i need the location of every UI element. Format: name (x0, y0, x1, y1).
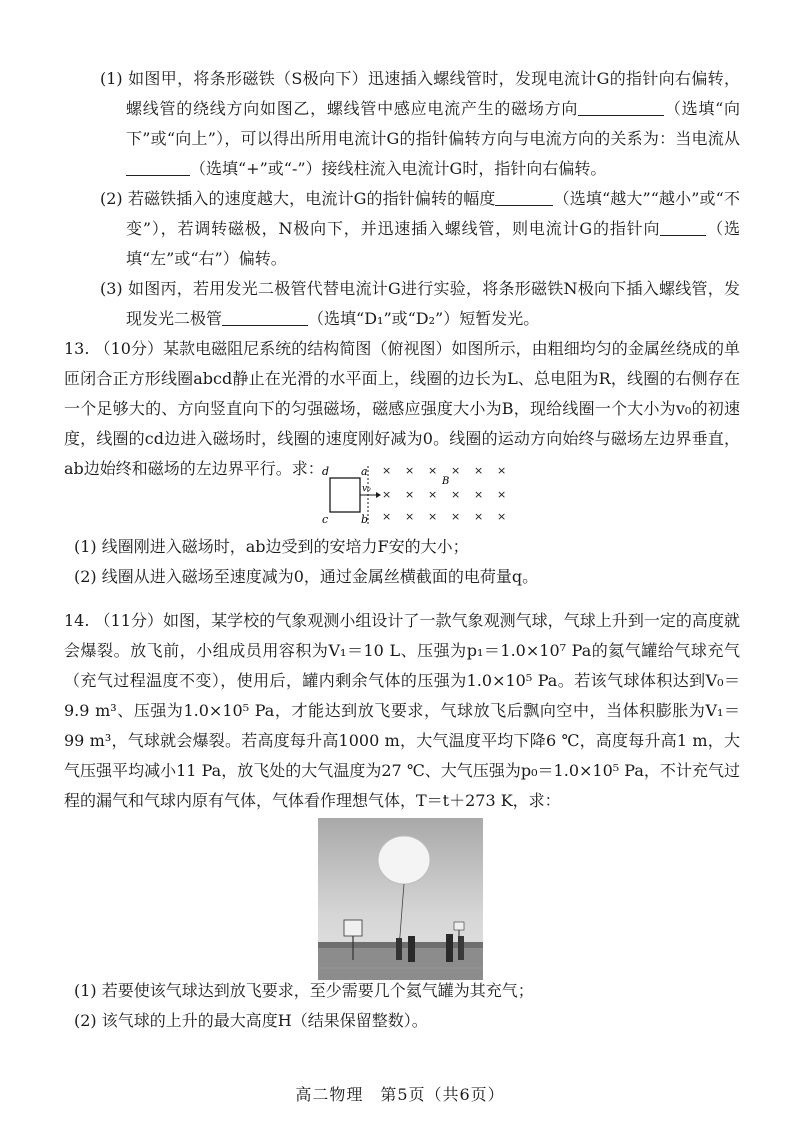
label-a: a (361, 465, 368, 478)
weather-balloon-photo (318, 818, 483, 980)
svg-text:×: × (451, 510, 461, 523)
q14-sub1: (1) 若要使该气球达到放飞要求，至少需要几个氦气罐为其充气； (74, 981, 534, 1000)
q13-sub1: (1) 线圈刚进入磁场时，ab边受到的安培力F安的大小； (74, 537, 469, 556)
svg-text:×: × (474, 488, 484, 501)
q13-figure (318, 462, 518, 528)
q12-part1-text-b: （选填“向下”或“向上”），可以得出所用电流计G的指针偏转方向与电流方向的关系为：当电流从 (126, 99, 740, 148)
label-c: c (322, 513, 329, 526)
q14-stem: 14. （11分）如图，某学校的气象观测小组设计了一款气象观测气球，气球上升到一定的高度就会爆裂。放飞前，小组成员用容积为V₁＝10 L、压强为p₁＝1.0×10⁷ Pa的氦气罐给气球充气（充气过程温度不变），使用后，罐内剩余气体的压强为1.0×10⁵ Pa。若该气球体积达到V₀＝9.9 m³、压强为1.0×10⁵ Pa，才能达到放飞要求，气球放飞后飘向空中，当体积膨胀为V₁＝99 m³，气球就会爆裂。若高度每升高1000 m，大气温度平均下降6 ℃，高度每升高1 m，大气压强平均减小11 Pa，放飞处的大气温度为27 ℃、大气压强为p₀＝1.0×10⁵ Pa，不计充气过程的漏气和气球内原有气体，气体看作理想气体，T＝t＋273 K，求： (64, 611, 740, 810)
svg-text:×: × (497, 510, 507, 523)
velocity-arrowhead (376, 492, 381, 498)
q12-part1-text: (1) 如图甲，将条形磁铁（S极向下）迅速插入螺线管时，发现电流计G的指针向右偏转，螺线管的绕线方向如图乙，螺线管中感应电流产生的磁场方向 (100, 69, 740, 118)
q12-part1 (100, 64, 740, 184)
q12-part3 (100, 274, 740, 334)
svg-text:×: × (382, 510, 392, 523)
balloon-shape (378, 836, 430, 884)
svg-text:×: × (428, 510, 438, 523)
svg-text:×: × (451, 488, 461, 501)
svg-text:×: × (428, 464, 438, 477)
q12-blank-1[interactable] (578, 97, 664, 116)
q12-part3-text-b: （选填“D₁”或“D₂”）短暂发光。 (308, 309, 540, 328)
q12-part1-text-c: （选填“+”或“-”）接线柱流入电流计G时，指针向右偏转。 (190, 159, 607, 178)
q13-sub2: (2) 线圈从进入磁场至速度减为0，通过金属丝横截面的电荷量q。 (74, 567, 539, 586)
label-v0: v₀ (362, 484, 371, 494)
svg-text:×: × (382, 464, 392, 477)
coil-square (330, 478, 360, 512)
svg-text:×: × (497, 464, 507, 477)
svg-text:×: × (474, 510, 484, 523)
page-footer: 高二物理 第5页（共6页） (295, 1085, 505, 1104)
svg-text:×: × (428, 488, 438, 501)
q12-part2-text: (2) 若磁铁插入的速度越大，电流计G的指针偏转的幅度 (100, 189, 496, 208)
q13-stem: 13. （10分）某款电磁阻尼系统的结构简图（俯视图）如图所示，由粗细均匀的金属丝绕成的单匝闭合正方形线圈abcd静止在光滑的水平面上，线圈的边长为L、总电阻为R，线圈的右侧存在一个足够大的、方向竖直向下的匀强磁场，磁感应强度大小为B，现给线圈一个大小为v₀的初速度，线圈的cd边进入磁场时，线圈的速度刚好减为0。线圈的运动方向始终与磁场左边界垂直，ab边始终和磁场的左边界平行。求： (64, 339, 740, 478)
svg-text:×: × (405, 510, 415, 523)
label-B: B (442, 476, 450, 487)
svg-text:×: × (497, 488, 507, 501)
q12-part3-text: (3) 如图丙，若用发光二极管代替电流计G进行实验，将条形磁铁N极向下插入螺线管，发现发光二极管 (100, 279, 740, 328)
q14-sub2: (2) 该气球的上升的最大高度H（结果保留整数）。 (74, 1011, 428, 1030)
label-b: b (361, 513, 369, 526)
q12-part2-text-c: （选填“左”或“右”）偏转。 (126, 219, 740, 268)
svg-text:×: × (451, 464, 461, 477)
label-d: d (322, 465, 330, 478)
svg-text:×: × (405, 464, 415, 477)
q12-blank-2[interactable] (126, 157, 190, 176)
q12-blank-3[interactable] (495, 187, 553, 206)
svg-text:×: × (405, 488, 415, 501)
q12-part2-text-b: （选填“越大”“越小”或“不变”），若调转磁极，N极向下，并迅速插入螺线管，则电流计G的指针向 (126, 189, 740, 238)
q12-blank-4[interactable] (660, 217, 706, 236)
svg-text:×: × (474, 464, 484, 477)
magnetic-field-crosses (382, 464, 506, 523)
svg-text:×: × (382, 488, 392, 501)
q12-part2 (100, 184, 740, 274)
q12-blank-5[interactable] (222, 307, 308, 326)
